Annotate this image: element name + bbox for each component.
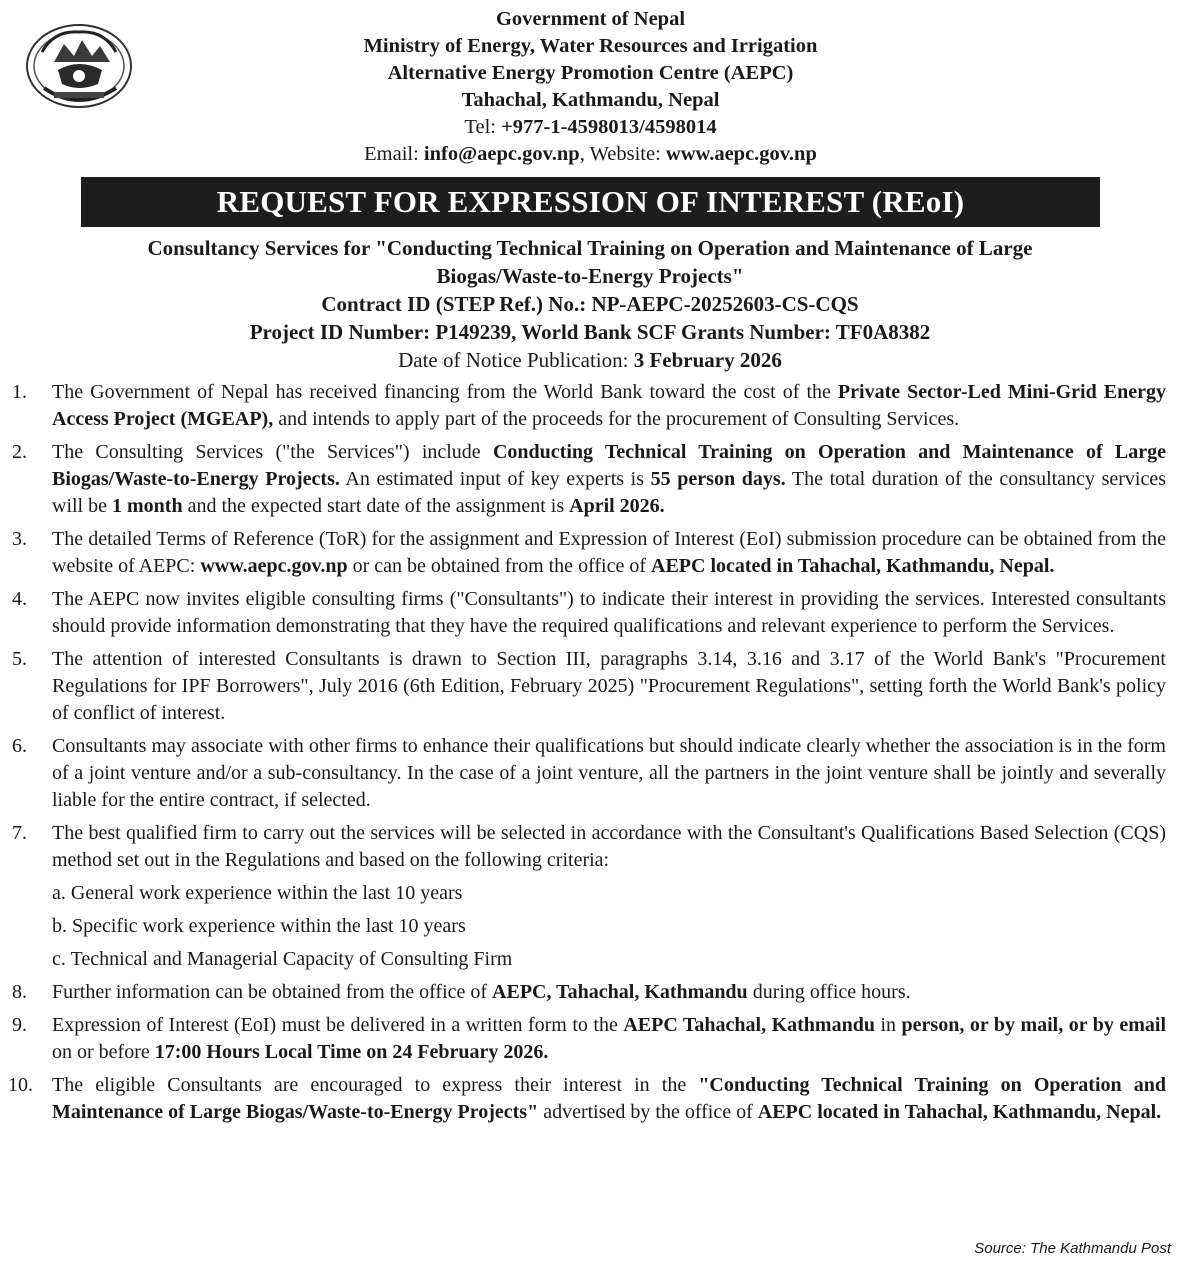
criteria-item: b. Specific work experience within the last 10 years	[52, 915, 466, 937]
letterhead	[0, 6, 1181, 168]
item-number: 10.	[8, 1074, 33, 1096]
item-number: 2.	[12, 441, 27, 463]
item-text: Further information can be obtained from the office of	[52, 981, 493, 1003]
ministry-name: Ministry of Energy, Water Resources and Irrigation	[363, 35, 818, 57]
item-text: The AEPC now invites eligible consulting firms ("Consultants") to indicate their interest in providing the services. Interested consultants should provide information demonstrating that they have the required qualifications and relevant experience to perform the Services.	[52, 588, 1166, 637]
item-text: advertised by the office of	[538, 1101, 758, 1123]
item-text-bold: Private Sector-Led Mini-Grid Energy Access Project (MGEAP),	[52, 381, 1166, 430]
notice-items	[0, 379, 1181, 1132]
item-text-bold: April 2026.	[569, 495, 665, 517]
list-item	[0, 526, 1181, 580]
item-text: The Consulting Services ("the Services") include	[52, 441, 493, 463]
list-item	[0, 733, 1181, 814]
publication-date	[40, 346, 1140, 374]
item-text-bold: www.aepc.gov.np	[200, 555, 348, 577]
item-text: The attention of interested Consultants is drawn to Section III, paragraphs 3.14, 3.16 and 3.17 of the World Bank's "Procurement Regulations for IPF Borrowers", July 2016 (6th Edition, February 2025) "Procurement Regulations", setting forth the World Bank's policy of conflict of interest.	[52, 648, 1166, 724]
item-number: 4.	[12, 588, 27, 610]
source-credit: Source: The Kathmandu Post	[974, 1240, 1171, 1257]
item-text: Expression of Interest (EoI) must be delivered in a written form to the	[52, 1014, 624, 1036]
item-text: during office hours.	[747, 981, 911, 1003]
list-item	[0, 1012, 1181, 1066]
item-text: or can be obtained from the office of	[347, 555, 651, 577]
list-item	[0, 1072, 1181, 1126]
assignment-heading	[40, 234, 1140, 374]
list-item	[0, 586, 1181, 640]
email-label: Email:	[364, 143, 424, 165]
government-name: Government of Nepal	[495, 8, 686, 30]
website-value: www.aepc.gov.np	[665, 143, 817, 165]
item-text: The Government of Nepal has received financing from the World Bank toward the cost of the	[52, 381, 838, 403]
item-text: and intends to apply part of the proceeds for the procurement of Consulting Services.	[273, 408, 960, 430]
reoi-banner: REQUEST FOR EXPRESSION OF INTEREST (REoI)	[81, 177, 1100, 227]
website-label: , Website:	[579, 143, 666, 165]
publication-date-value: 3 February 2026	[633, 348, 782, 372]
list-item	[0, 379, 1181, 433]
item-text-bold: 55 person days.	[650, 468, 786, 490]
criteria-item: c. Technical and Managerial Capacity of Consulting Firm	[52, 948, 513, 970]
list-item	[0, 646, 1181, 727]
item-text: The total duration of the consultancy services will be	[52, 468, 1166, 517]
item-text: An estimated input of key experts is	[339, 468, 651, 490]
contract-id: Contract ID (STEP Ref.) No.: NP-AEPC-20252603-CS-CQS	[321, 292, 859, 316]
assignment-title-line-2: Biogas/Waste-to-Energy Projects"	[436, 264, 744, 288]
list-item	[0, 820, 1181, 874]
item-number: 9.	[12, 1014, 27, 1036]
item-number: 6.	[12, 735, 27, 757]
item-text-bold: 17:00 Hours Local Time on 24 February 2026.	[154, 1041, 549, 1063]
list-item	[0, 439, 1181, 520]
item-text: The detailed Terms of Reference (ToR) for the assignment and Expression of Interest (EoI) submission procedure can be obtained from the website of AEPC:	[52, 528, 1166, 577]
item-text: and the expected start date of the assignment is	[182, 495, 570, 517]
email-value: info@aepc.gov.np	[423, 143, 580, 165]
tel-value: +977-1-4598013/4598014	[501, 116, 717, 138]
item-number: 7.	[12, 822, 27, 844]
item-text-bold: "Conducting Technical Training on Operation and Maintenance of Large Biogas/Waste-to-Energy Projects"	[52, 1074, 1166, 1123]
item-text-bold: AEPC located in Tahachal, Kathmandu, Nepal.	[651, 555, 1055, 577]
item-text-bold: AEPC located in Tahachal, Kathmandu, Nepal.	[757, 1101, 1162, 1123]
item-text-bold: 1 month	[112, 495, 183, 517]
item-text: The eligible Consultants are encouraged to express their interest in the	[52, 1074, 699, 1096]
publication-date-label: Date of Notice Publication:	[398, 348, 634, 372]
item-number: 1.	[12, 381, 27, 403]
item-text-bold: AEPC, Tahachal, Kathmandu	[492, 981, 748, 1003]
centre-address: Tahachal, Kathmandu, Nepal	[461, 89, 720, 111]
item-text: in	[874, 1014, 902, 1036]
item-text: on or before	[52, 1041, 155, 1063]
assignment-title-line-1: Consultancy Services for "Conducting Technical Training on Operation and Maintenance of Large	[147, 236, 1033, 260]
project-id: Project ID Number: P149239, World Bank SCF Grants Number: TF0A8382	[249, 320, 931, 344]
criteria-item: a. General work experience within the last 10 years	[52, 882, 463, 904]
item-number: 3.	[12, 528, 27, 550]
list-item	[0, 979, 1181, 1006]
contact-line	[0, 141, 1181, 168]
item-text-bold: Conducting Technical Training on Operation and Maintenance of Large Biogas/Waste-to-Energy Projects.	[52, 441, 1167, 490]
item-text-bold: AEPC Tahachal, Kathmandu	[623, 1014, 875, 1036]
item-text-bold: person, or by mail, or by email	[901, 1014, 1167, 1036]
item-number: 5.	[12, 648, 27, 670]
tel-label: Tel:	[464, 116, 502, 138]
item-text: Consultants may associate with other firms to enhance their qualifications but should indicate clearly whether the association is in the form of a joint venture and/or a sub-consultancy. In the case of a joint venture, all the partners in the joint venture shall be jointly and severally liable for the entire contract, if selected.	[52, 735, 1166, 811]
item-text: The best qualified firm to carry out the services will be selected in accordance with the Consultant's Qualifications Based Selection (CQS) method set out in the Regulations and based on the following criteria:	[52, 822, 1166, 871]
item-number: 8.	[12, 981, 27, 1003]
centre-name: Alternative Energy Promotion Centre (AEPC)	[387, 62, 794, 84]
telephone-line	[0, 114, 1181, 141]
